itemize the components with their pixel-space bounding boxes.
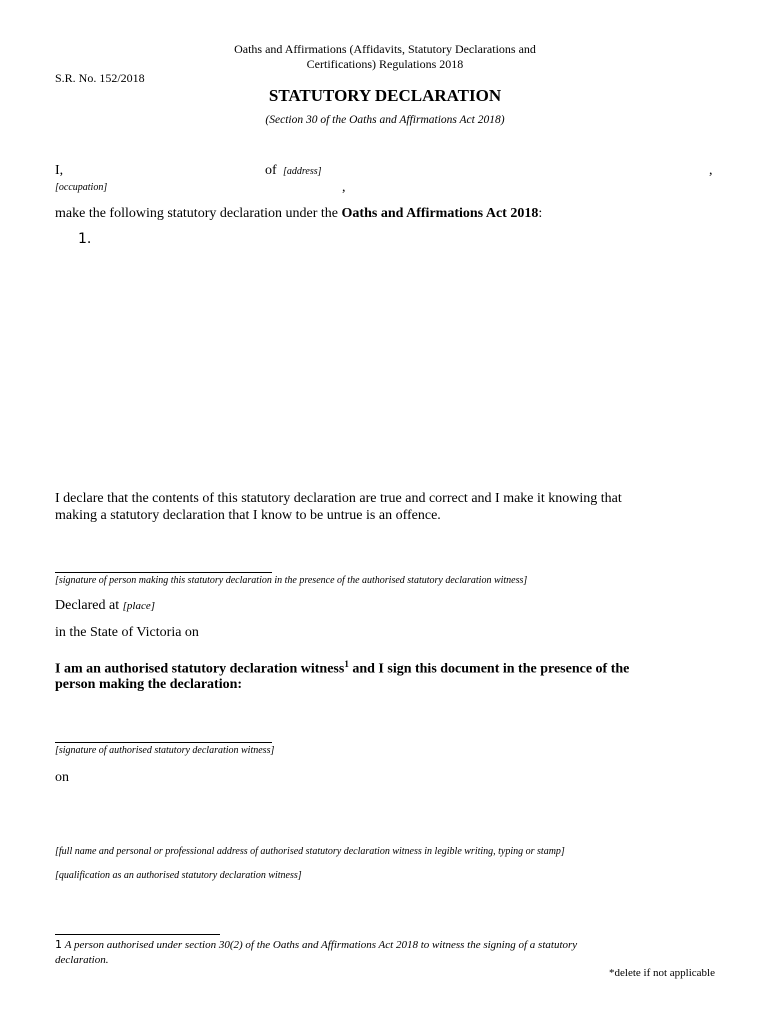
footnote-separator — [55, 934, 220, 935]
signature-hint-witness: [signature of authorised statutory declaration witness] — [55, 745, 275, 756]
witness-statement-text: I am an authorised statutory declaration witness — [55, 661, 345, 677]
occupation-hint: [occupation] — [55, 182, 108, 193]
intro-text: make the following statutory declaration under the — [55, 206, 342, 221]
signature-hint-person: [signature of person making this statutory declaration in the presence of the authorised statutory declaration witness] — [55, 575, 528, 586]
state-line: in the State of Victoria on — [55, 625, 199, 640]
regulation-title-line1: Oaths and Affirmations (Affidavits, Statutory Declarations and — [234, 42, 536, 56]
witness-fullname-hint: [full name and personal or professional address of authorised statutory declaration witness in legible writing, typing or stamp] — [55, 846, 565, 857]
occupation-comma: , — [342, 180, 346, 195]
signature-line-person — [55, 572, 272, 573]
regulation-title-line2: Certifications) Regulations 2018 — [306, 57, 464, 71]
declared-at-label: Declared at — [55, 598, 120, 613]
witness-statement-text-cont: and I sign this document in the presence of the — [348, 661, 630, 677]
place-hint: [place] — [122, 600, 156, 612]
witness-qualification-hint: [qualification as an authorised statutory declaration witness] — [55, 870, 302, 881]
footnote-number: 1 — [55, 938, 62, 951]
address-comma: , — [709, 163, 713, 178]
of-label: of — [265, 163, 277, 178]
on-label: on — [55, 770, 69, 785]
intro-colon: : — [538, 206, 543, 221]
declared-at — [55, 598, 155, 614]
act-name: Oaths and Affirmations Act 2018 — [341, 206, 539, 221]
sr-number: S.R. No. 152/2018 — [55, 71, 145, 85]
footnote-ref: 1 — [344, 659, 349, 669]
footnote-line2: declaration. — [55, 954, 109, 966]
page-subtitle: (Section 30 of the Oaths and Affirmations Act 2018) — [265, 114, 505, 126]
list-item-number: 1. — [78, 231, 92, 247]
delete-note: *delete if not applicable — [609, 967, 715, 979]
signature-line-witness — [55, 742, 272, 743]
footnote-line1 — [55, 938, 577, 951]
intro-sentence — [55, 206, 542, 222]
witness-statement-line1 — [55, 659, 629, 678]
page-title: STATUTORY DECLARATION — [268, 86, 502, 105]
declaration-line2: making a statutory declaration that I know to be untrue is an offence. — [55, 508, 441, 523]
i-label: I, — [55, 163, 64, 178]
declaration-line1: I declare that the contents of this statutory declaration are true and correct and I make it knowing that — [55, 491, 622, 506]
address-hint: [address] — [283, 166, 322, 177]
witness-statement-line2: person making the declaration: — [55, 677, 243, 692]
footnote-text: A person authorised under section 30(2) of the Oaths and Affirmations Act 2018 to witness the signing of a statutory — [64, 939, 578, 951]
